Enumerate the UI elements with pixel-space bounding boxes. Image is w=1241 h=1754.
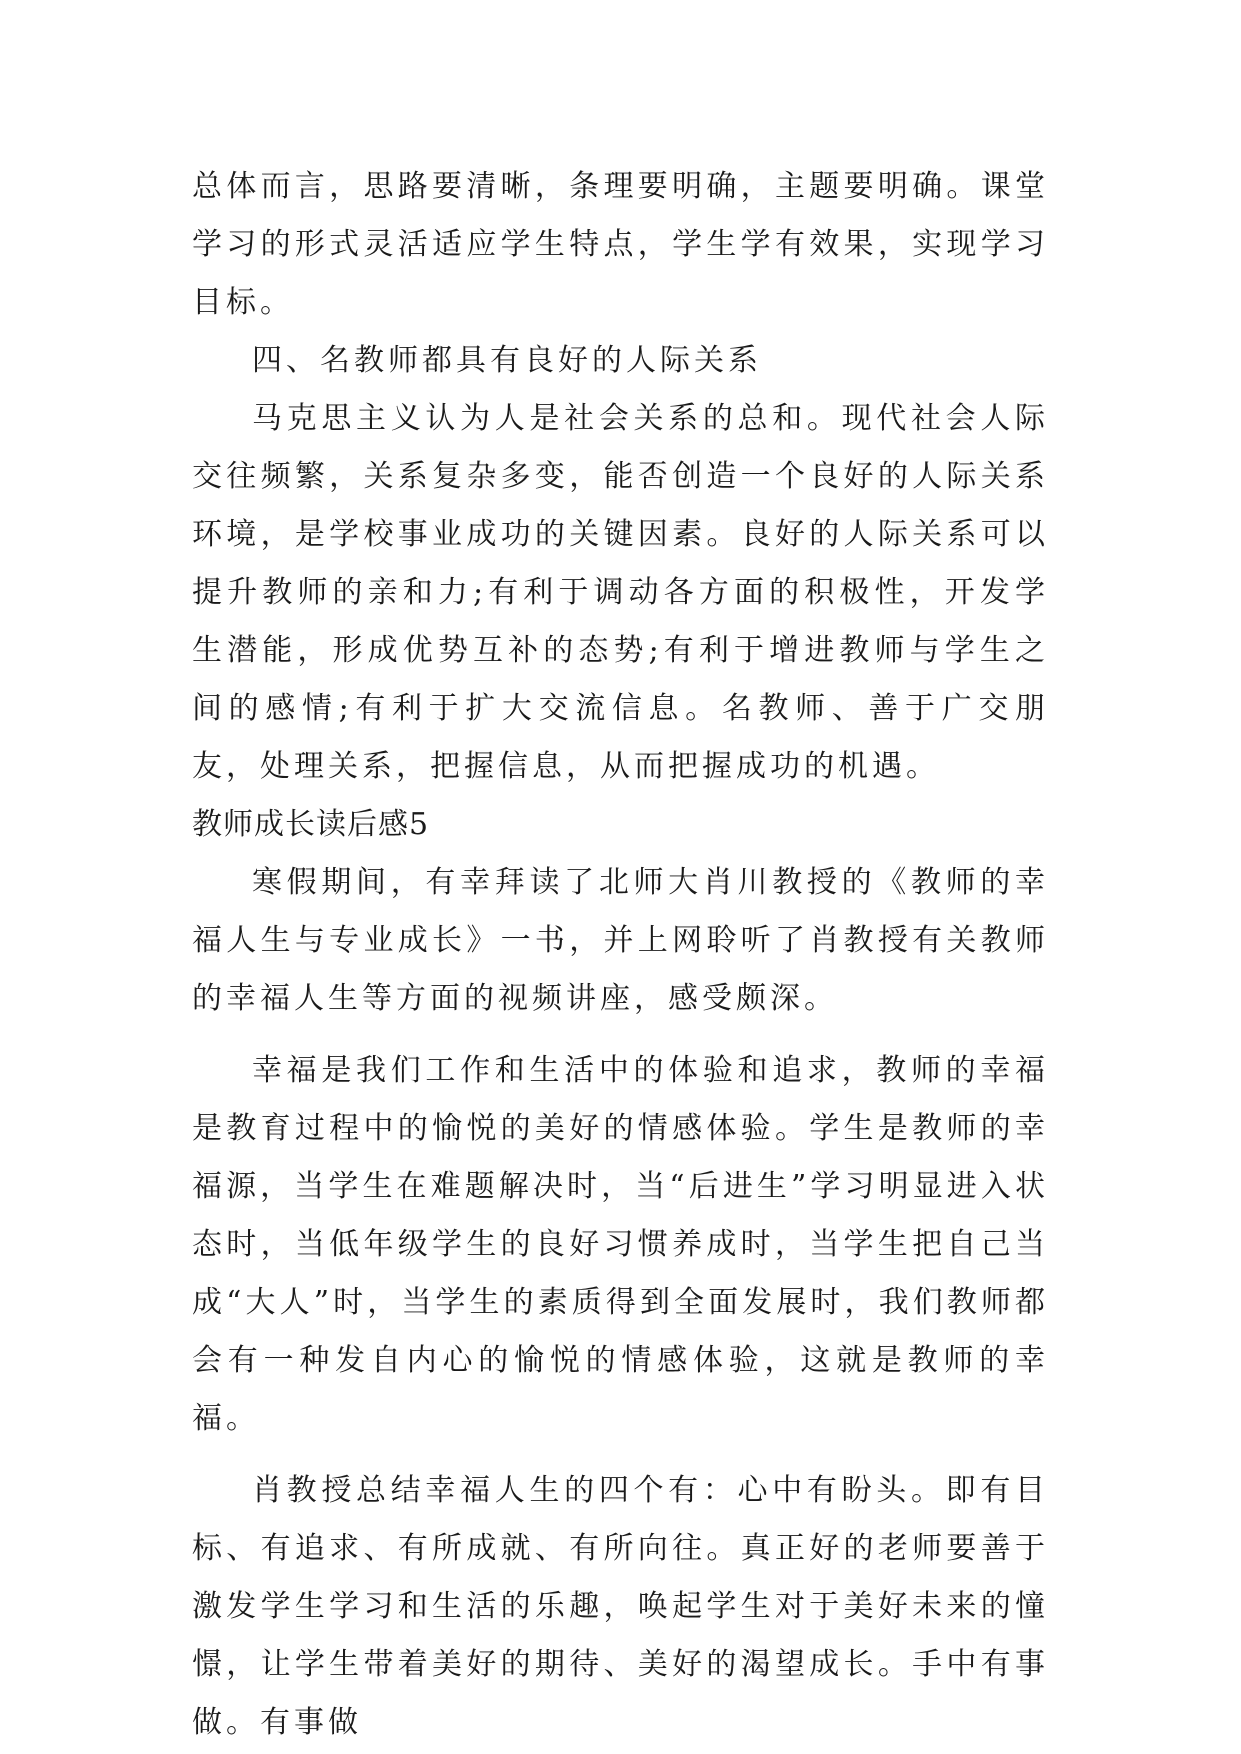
paragraph-winter-reading: 寒假期间，有幸拜读了北师大肖川教授的《教师的幸福人生与专业成长》一书，并上网聆听了肖教授有关教师的幸福人生等方面的视频讲座，感受颇深。 bbox=[192, 865, 1049, 1016]
paragraph-four-haves: 肖教授总结幸福人生的四个有：心中有盼头。即有目标、有追求、有所成就、有所向往。真正好的老师要善于激发学生学习和生活的乐趣，唤起学生对于美好未来的憧憬，让学生带着美好的期待、美好的渴望成长。手中有事做。有事做 bbox=[192, 1473, 1049, 1740]
section-heading: 教师成长读后感5 bbox=[192, 807, 430, 842]
subheading-interpersonal-relations: 四、名教师都具有良好的人际关系 bbox=[252, 343, 762, 378]
paragraph-interpersonal-relations: 马克思主义认为人是社会关系的总和。现代社会人际交往频繁，关系复杂多变，能否创造一个良好的人际关系环境，是学校事业成功的关键因素。良好的人际关系可以提升教师的亲和力;有利于调动各方面的积极性，开发学生潜能，形成优势互补的态势;有利于增进教师与学生之间的感情;有利于扩大交流信息。名教师、善于广交朋友，处理关系，把握信息，从而把握成功的机遇。 bbox=[192, 401, 1049, 784]
paragraph-teacher-happiness: 幸福是我们工作和生活中的体验和追求，教师的幸福是教育过程中的愉悦的美好的情感体验。学生是教师的幸福源，当学生在难题解决时，当“后进生”学习明显进入状态时，当低年级学生的良好习惯养成时，当学生把自己当成“大人”时，当学生的素质得到全面发展时，我们教师都会有一种发自内心的愉悦的情感体验，这就是教师的幸福。 bbox=[192, 1053, 1049, 1436]
paragraph-summary: 总体而言，思路要清晰，条理要明确，主题要明确。课堂学习的形式灵活适应学生特点，学生学有效果，实现学习目标。 bbox=[192, 169, 1049, 320]
document-body bbox=[192, 158, 1049, 1752]
